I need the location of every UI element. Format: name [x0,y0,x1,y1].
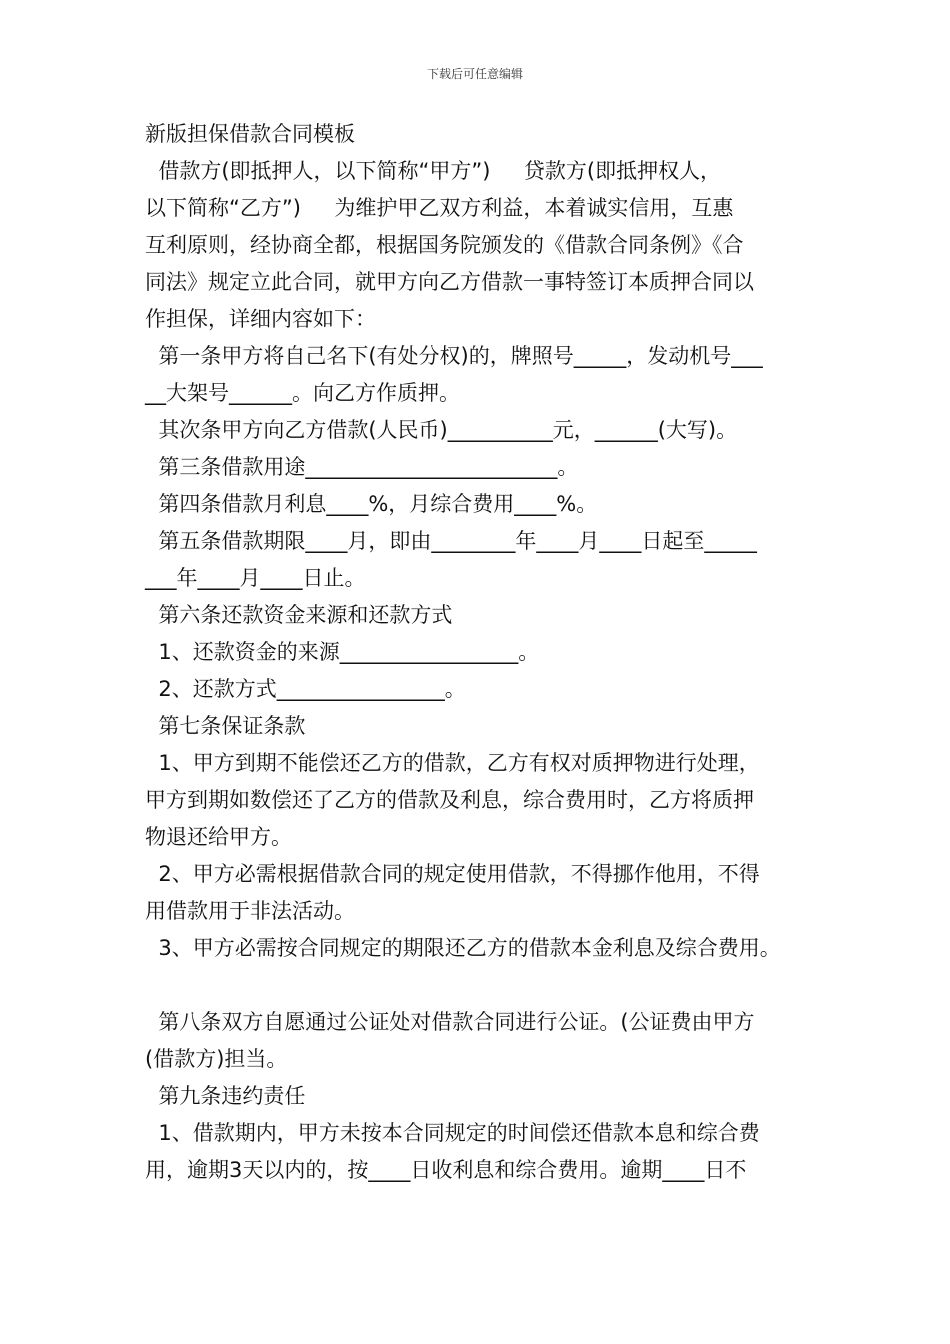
clause-7-item: 用借款用于非法活动。 [145,899,355,923]
clause-9-heading: 第九条违约责任 [145,1084,306,1108]
paragraph-line: 作担保，详细内容如下： [145,307,376,331]
document-title: 新版担保借款合同模板 [145,122,355,146]
page-header-note: 下载后可任意编辑 [426,67,523,81]
clause-8-line: 第八条双方自愿通过公证处对借款合同进行公证。(公证费由甲方 [145,1010,755,1034]
paragraph-line: 借款方(即抵押人，以下简称“甲方”) 贷款方(即抵押权人， [145,159,722,183]
clause-7-heading: 第七条保证条款 [145,714,306,738]
clause-2-line: 其次条甲方向乙方借款(人民币)__________元，______(大写)。 [145,418,738,442]
clause-5-line: 第五条借款期限____月，即由________年____月____日起至_____ [145,529,757,553]
clause-9-item: 用，逾期3天以内的，按____日收利息和综合费用。逾期____日不 [145,1158,747,1182]
clause-1-line: __大架号______。向乙方作质押。 [145,381,460,405]
clause-7-item: 2、甲方必需根据借款合同的规定使用借款，不得挪作他用，不得 [145,862,760,886]
paragraph-line: 同法》规定立此合同，就甲方向乙方借款一事特签订本质押合同以 [145,270,754,294]
clause-4-line: 第四条借款月利息____%，月综合费用____%。 [145,492,598,516]
clause-1-line: 第一条甲方将自己名下(有处分权)的，牌照号_____，发动机号___ [145,344,763,368]
clause-7-item: 1、甲方到期不能偿还乙方的借款，乙方有权对质押物进行处理， [145,751,760,775]
paragraph-line: 互利原则，经协商全都，根据国务院颁发的《借款合同条例》《合 [145,233,744,257]
blank-line [145,967,825,1004]
clause-3-line: 第三条借款用途________________________。 [145,455,579,479]
clause-8-line: (借款方)担当。 [145,1047,288,1071]
document-body [145,116,825,1189]
clause-6-item: 1、还款资金的来源_________________。 [145,640,540,664]
paragraph-line: 以下简称“乙方”) 为维护甲乙双方利益，本着诚实信用，互惠 [145,196,734,220]
clause-5-line: ___年____月____日止。 [145,566,366,590]
clause-7-item: 3、甲方必需按合同规定的期限还乙方的借款本金利息及综合费用。 [145,936,781,960]
clause-6-heading: 第六条还款资金来源和还款方式 [145,603,453,627]
clause-7-item: 物退还给甲方。 [145,825,292,849]
clause-7-item: 甲方到期如数偿还了乙方的借款及利息，综合费用时，乙方将质押 [145,788,754,812]
clause-9-item: 1、借款期内，甲方未按本合同规定的时间偿还借款本息和综合费 [145,1121,760,1145]
clause-6-item: 2、还款方式________________。 [145,677,466,701]
